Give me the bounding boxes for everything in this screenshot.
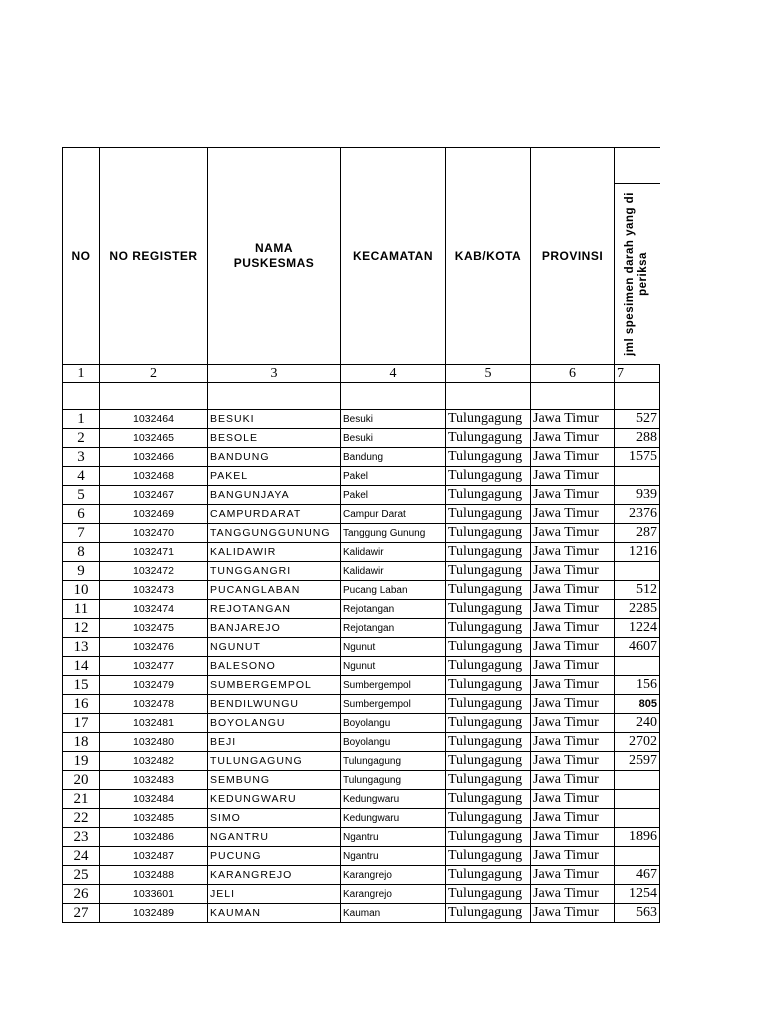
cell-kab-kota: Tulungagung <box>446 448 531 467</box>
cell-provinsi: Jawa Timur <box>531 828 615 847</box>
table-row <box>63 448 660 467</box>
cell-jml: 4607 <box>615 638 660 657</box>
cell-kecamatan: Pakel <box>341 467 446 486</box>
cell-register: 1032485 <box>100 809 208 828</box>
cell-jml: 1896 <box>615 828 660 847</box>
header-row <box>63 148 660 365</box>
cell-provinsi: Jawa Timur <box>531 638 615 657</box>
cell-kecamatan: Sumbergempol <box>341 676 446 695</box>
cell-no: 2 <box>63 429 100 448</box>
cell-kab-kota: Tulungagung <box>446 562 531 581</box>
cell-register: 1032464 <box>100 410 208 429</box>
cell-register: 1032481 <box>100 714 208 733</box>
cell-provinsi: Jawa Timur <box>531 448 615 467</box>
cell-kecamatan: Tulungagung <box>341 771 446 790</box>
cell-jml <box>615 657 660 676</box>
cell-jml: 512 <box>615 581 660 600</box>
cell-kecamatan: Campur Darat <box>341 505 446 524</box>
table-row <box>63 885 660 904</box>
cell-register: 1032488 <box>100 866 208 885</box>
cell-kab-kota: Tulungagung <box>446 752 531 771</box>
cell-no: 11 <box>63 600 100 619</box>
cell-register: 1032473 <box>100 581 208 600</box>
cell-kab-kota: Tulungagung <box>446 467 531 486</box>
cell-kab-kota: Tulungagung <box>446 714 531 733</box>
cell-provinsi: Jawa Timur <box>531 486 615 505</box>
cell-jml <box>615 771 660 790</box>
cell-provinsi: Jawa Timur <box>531 657 615 676</box>
table-row <box>63 866 660 885</box>
cell-no: 16 <box>63 695 100 714</box>
cell-kecamatan: Karangrejo <box>341 885 446 904</box>
puskesmas-table <box>62 147 660 923</box>
table-row <box>63 410 660 429</box>
cell-no: 7 <box>63 524 100 543</box>
cell-register: 1033601 <box>100 885 208 904</box>
cell-jml: 2285 <box>615 600 660 619</box>
cell-register: 1032475 <box>100 619 208 638</box>
cell-no: 21 <box>63 790 100 809</box>
table-row <box>63 562 660 581</box>
blank-cell <box>63 383 100 410</box>
cell-register: 1032474 <box>100 600 208 619</box>
cell-register: 1032467 <box>100 486 208 505</box>
cell-no: 15 <box>63 676 100 695</box>
cell-jml: 2597 <box>615 752 660 771</box>
cell-kecamatan: Rejotangan <box>341 619 446 638</box>
cell-kab-kota: Tulungagung <box>446 619 531 638</box>
cell-kab-kota: Tulungagung <box>446 543 531 562</box>
cell-provinsi: Jawa Timur <box>531 904 615 923</box>
cell-provinsi: Jawa Timur <box>531 809 615 828</box>
column-number: 2 <box>100 365 208 383</box>
cell-no: 18 <box>63 733 100 752</box>
cell-register: 1032486 <box>100 828 208 847</box>
cell-kecamatan: Kalidawir <box>341 562 446 581</box>
cell-nama: TANGGUNGGUNUNG <box>208 524 341 543</box>
cell-jml: 467 <box>615 866 660 885</box>
cell-provinsi: Jawa Timur <box>531 771 615 790</box>
table-row <box>63 847 660 866</box>
cell-kab-kota: Tulungagung <box>446 410 531 429</box>
cell-kab-kota: Tulungagung <box>446 429 531 448</box>
cell-kab-kota: Tulungagung <box>446 847 531 866</box>
cell-nama: KALIDAWIR <box>208 543 341 562</box>
cell-provinsi: Jawa Timur <box>531 619 615 638</box>
table-row <box>63 619 660 638</box>
table-row <box>63 543 660 562</box>
header-jml-spesimen <box>615 148 660 365</box>
cell-kecamatan: Sumbergempol <box>341 695 446 714</box>
cell-kab-kota: Tulungagung <box>446 828 531 847</box>
cell-nama: PAKEL <box>208 467 341 486</box>
cell-no: 12 <box>63 619 100 638</box>
column-number: 5 <box>446 365 531 383</box>
cell-kecamatan: Ngantru <box>341 828 446 847</box>
header-no: NO <box>63 148 100 365</box>
cell-nama: SIMO <box>208 809 341 828</box>
cell-nama: BANDUNG <box>208 448 341 467</box>
cell-nama: BEJI <box>208 733 341 752</box>
cell-register: 1032470 <box>100 524 208 543</box>
column-number: 7 <box>615 365 660 383</box>
cell-kecamatan: Kedungwaru <box>341 809 446 828</box>
cell-no: 17 <box>63 714 100 733</box>
column-number: 4 <box>341 365 446 383</box>
table-row <box>63 581 660 600</box>
cell-jml: 1224 <box>615 619 660 638</box>
cell-kab-kota: Tulungagung <box>446 809 531 828</box>
cell-nama: BOYOLANGU <box>208 714 341 733</box>
blank-cell <box>100 383 208 410</box>
cell-nama: BALESONO <box>208 657 341 676</box>
header-no-register: NO REGISTER <box>100 148 208 365</box>
cell-nama: KAUMAN <box>208 904 341 923</box>
cell-kecamatan: Besuki <box>341 429 446 448</box>
table-row <box>63 486 660 505</box>
cell-kecamatan: Ngunut <box>341 657 446 676</box>
blank-cell <box>208 383 341 410</box>
cell-kab-kota: Tulungagung <box>446 486 531 505</box>
cell-register: 1032483 <box>100 771 208 790</box>
cell-kab-kota: Tulungagung <box>446 733 531 752</box>
table-row <box>63 733 660 752</box>
cell-provinsi: Jawa Timur <box>531 847 615 866</box>
table-row <box>63 467 660 486</box>
cell-nama: CAMPURDARAT <box>208 505 341 524</box>
table-row <box>63 828 660 847</box>
table-row <box>63 695 660 714</box>
cell-no: 20 <box>63 771 100 790</box>
cell-nama: PUCANGLABAN <box>208 581 341 600</box>
cell-jml <box>615 790 660 809</box>
cell-no: 27 <box>63 904 100 923</box>
cell-nama: TUNGGANGRI <box>208 562 341 581</box>
cell-no: 8 <box>63 543 100 562</box>
cell-kab-kota: Tulungagung <box>446 505 531 524</box>
cell-jml <box>615 809 660 828</box>
table-body <box>63 365 660 923</box>
cell-kecamatan: Kedungwaru <box>341 790 446 809</box>
cell-kab-kota: Tulungagung <box>446 695 531 714</box>
cell-register: 1032478 <box>100 695 208 714</box>
cell-nama: PUCUNG <box>208 847 341 866</box>
cell-nama: KEDUNGWARU <box>208 790 341 809</box>
cell-kecamatan: Bandung <box>341 448 446 467</box>
cell-register: 1032484 <box>100 790 208 809</box>
cell-nama: BENDILWUNGU <box>208 695 341 714</box>
cell-nama: NGANTRU <box>208 828 341 847</box>
cell-register: 1032489 <box>100 904 208 923</box>
header-nama-puskesmas-text: NAMA PUSKESMAS <box>233 241 315 270</box>
cell-provinsi: Jawa Timur <box>531 695 615 714</box>
cell-provinsi: Jawa Timur <box>531 600 615 619</box>
cell-jml: 1254 <box>615 885 660 904</box>
cell-no: 3 <box>63 448 100 467</box>
cell-no: 23 <box>63 828 100 847</box>
cell-register: 1032471 <box>100 543 208 562</box>
cell-jml: 240 <box>615 714 660 733</box>
cell-register: 1032466 <box>100 448 208 467</box>
table-row <box>63 752 660 771</box>
cell-nama: SEMBUNG <box>208 771 341 790</box>
cell-jml: 1216 <box>615 543 660 562</box>
column-number-row <box>63 365 660 383</box>
cell-register: 1032476 <box>100 638 208 657</box>
cell-no: 25 <box>63 866 100 885</box>
blank-cell <box>615 383 660 410</box>
table-row <box>63 524 660 543</box>
cell-no: 26 <box>63 885 100 904</box>
cell-register: 1032479 <box>100 676 208 695</box>
table-row <box>63 600 660 619</box>
cell-provinsi: Jawa Timur <box>531 467 615 486</box>
cell-jml: 2376 <box>615 505 660 524</box>
cell-register: 1032482 <box>100 752 208 771</box>
blank-cell <box>531 383 615 410</box>
cell-no: 13 <box>63 638 100 657</box>
cell-kab-kota: Tulungagung <box>446 657 531 676</box>
cell-provinsi: Jawa Timur <box>531 543 615 562</box>
cell-jml <box>615 467 660 486</box>
cell-kab-kota: Tulungagung <box>446 885 531 904</box>
cell-nama: BANJAREJO <box>208 619 341 638</box>
cell-nama: TULUNGAGUNG <box>208 752 341 771</box>
cell-provinsi: Jawa Timur <box>531 676 615 695</box>
cell-provinsi: Jawa Timur <box>531 714 615 733</box>
cell-jml: 527 <box>615 410 660 429</box>
cell-no: 9 <box>63 562 100 581</box>
cell-kab-kota: Tulungagung <box>446 600 531 619</box>
cell-jml <box>615 562 660 581</box>
cell-kecamatan: Boyolangu <box>341 714 446 733</box>
cell-nama: BANGUNJAYA <box>208 486 341 505</box>
header-provinsi: PROVINSI <box>531 148 615 365</box>
header-jml-subcell <box>615 183 660 364</box>
cell-jml: 156 <box>615 676 660 695</box>
cell-nama: JELI <box>208 885 341 904</box>
table-row <box>63 790 660 809</box>
header-jml-text: jml spesimen darah yang di periksa <box>624 192 650 356</box>
cell-register: 1032469 <box>100 505 208 524</box>
table-row <box>63 771 660 790</box>
cell-no: 24 <box>63 847 100 866</box>
cell-kecamatan: Besuki <box>341 410 446 429</box>
cell-no: 14 <box>63 657 100 676</box>
table-row <box>63 657 660 676</box>
cell-jml: 288 <box>615 429 660 448</box>
cell-no: 1 <box>63 410 100 429</box>
cell-kecamatan: Boyolangu <box>341 733 446 752</box>
cell-kab-kota: Tulungagung <box>446 581 531 600</box>
cell-kecamatan: Pakel <box>341 486 446 505</box>
cell-kecamatan: Kauman <box>341 904 446 923</box>
table-row <box>63 505 660 524</box>
cell-provinsi: Jawa Timur <box>531 790 615 809</box>
table-row <box>63 809 660 828</box>
table-row <box>63 714 660 733</box>
cell-provinsi: Jawa Timur <box>531 733 615 752</box>
cell-kecamatan: Ngunut <box>341 638 446 657</box>
table-row <box>63 904 660 923</box>
cell-provinsi: Jawa Timur <box>531 524 615 543</box>
cell-kecamatan: Karangrejo <box>341 866 446 885</box>
table-row <box>63 429 660 448</box>
cell-jml: 287 <box>615 524 660 543</box>
cell-kecamatan: Pucang Laban <box>341 581 446 600</box>
cell-kab-kota: Tulungagung <box>446 676 531 695</box>
table-row <box>63 676 660 695</box>
cell-kecamatan: Ngantru <box>341 847 446 866</box>
cell-kecamatan: Tanggung Gunung <box>341 524 446 543</box>
cell-kecamatan: Rejotangan <box>341 600 446 619</box>
cell-kab-kota: Tulungagung <box>446 790 531 809</box>
cell-provinsi: Jawa Timur <box>531 562 615 581</box>
cell-provinsi: Jawa Timur <box>531 581 615 600</box>
cell-nama: SUMBERGEMPOL <box>208 676 341 695</box>
cell-provinsi: Jawa Timur <box>531 752 615 771</box>
column-number: 1 <box>63 365 100 383</box>
cell-provinsi: Jawa Timur <box>531 866 615 885</box>
cell-kab-kota: Tulungagung <box>446 771 531 790</box>
cell-kab-kota: Tulungagung <box>446 866 531 885</box>
table-row <box>63 638 660 657</box>
cell-provinsi: Jawa Timur <box>531 429 615 448</box>
cell-register: 1032477 <box>100 657 208 676</box>
header-kecamatan: KECAMATAN <box>341 148 446 365</box>
cell-kecamatan: Kalidawir <box>341 543 446 562</box>
cell-no: 5 <box>63 486 100 505</box>
cell-nama: REJOTANGAN <box>208 600 341 619</box>
cell-nama: BESOLE <box>208 429 341 448</box>
blank-cell <box>341 383 446 410</box>
cell-jml <box>615 847 660 866</box>
cell-kecamatan: Tulungagung <box>341 752 446 771</box>
cell-kab-kota: Tulungagung <box>446 904 531 923</box>
cell-nama: BESUKI <box>208 410 341 429</box>
cell-nama: NGUNUT <box>208 638 341 657</box>
column-number: 6 <box>531 365 615 383</box>
cell-jml: 939 <box>615 486 660 505</box>
cell-register: 1032468 <box>100 467 208 486</box>
blank-cell <box>446 383 531 410</box>
cell-register: 1032465 <box>100 429 208 448</box>
cell-no: 19 <box>63 752 100 771</box>
cell-no: 4 <box>63 467 100 486</box>
column-number: 3 <box>208 365 341 383</box>
cell-register: 1032487 <box>100 847 208 866</box>
cell-register: 1032480 <box>100 733 208 752</box>
cell-provinsi: Jawa Timur <box>531 885 615 904</box>
cell-no: 6 <box>63 505 100 524</box>
cell-kab-kota: Tulungagung <box>446 524 531 543</box>
cell-provinsi: Jawa Timur <box>531 505 615 524</box>
cell-jml: 805 <box>615 695 660 714</box>
cell-no: 10 <box>63 581 100 600</box>
cell-jml: 1575 <box>615 448 660 467</box>
cell-nama: KARANGREJO <box>208 866 341 885</box>
cell-register: 1032472 <box>100 562 208 581</box>
cell-jml: 2702 <box>615 733 660 752</box>
cell-no: 22 <box>63 809 100 828</box>
cell-jml: 563 <box>615 904 660 923</box>
cell-kab-kota: Tulungagung <box>446 638 531 657</box>
header-nama-puskesmas <box>208 148 341 365</box>
blank-row <box>63 383 660 410</box>
header-kab-kota: KAB/KOTA <box>446 148 531 365</box>
cell-provinsi: Jawa Timur <box>531 410 615 429</box>
